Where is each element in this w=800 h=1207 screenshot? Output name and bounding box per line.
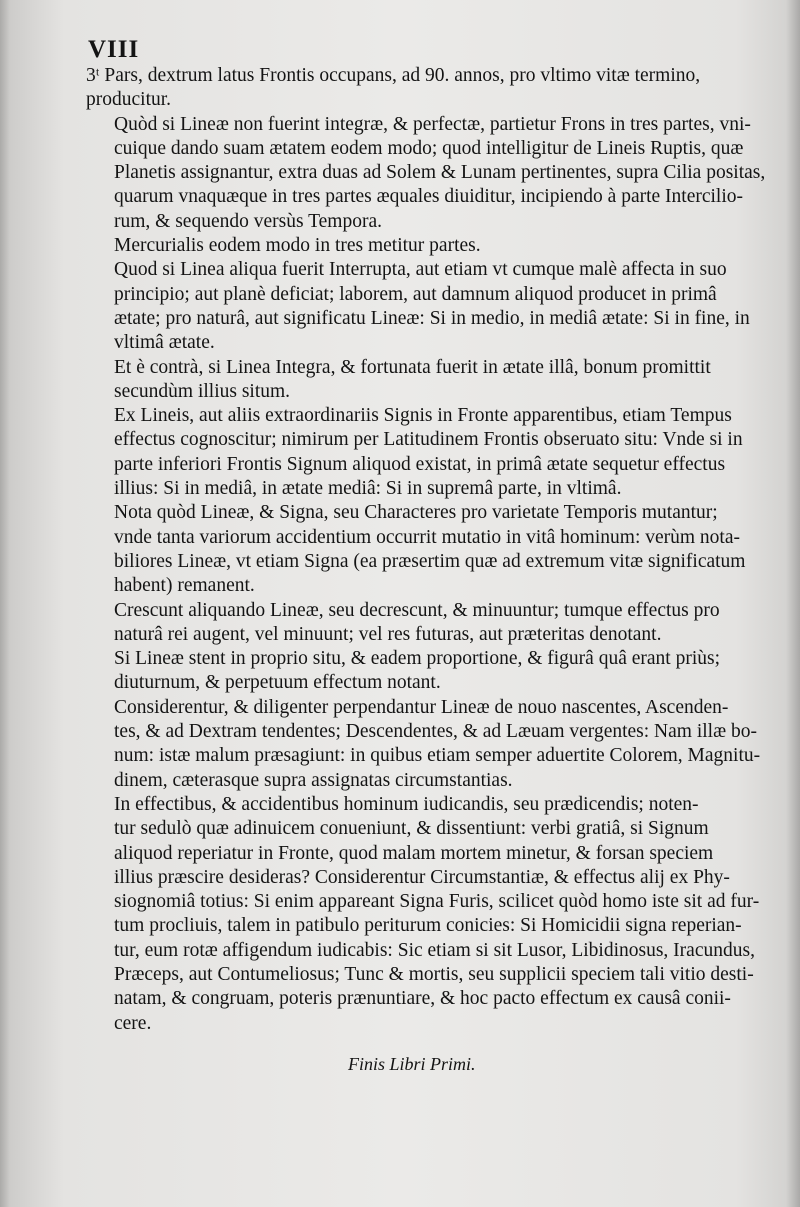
text-line: tur sedulò quæ adinuicem conueniunt, & dissentiunt: verbi gratiâ, si Signum	[114, 818, 709, 840]
page-shadow-right	[786, 0, 800, 1207]
text-line: Nota quòd Lineæ, & Signa, seu Characteres pro varietate Temporis mutantur;	[114, 502, 718, 524]
text-line: Et è contrà, si Linea Integra, & fortunata fuerit in ætate illâ, bonum promittit	[114, 356, 711, 378]
text-line: secundùm illius situm.	[114, 380, 291, 402]
text-line: siognomiâ totius: Si enim appareant Signa Furis, scilicet quòd homo iste sit ad fur-	[114, 891, 760, 913]
paragraph-p9	[86, 647, 756, 696]
text-line: num: istæ malum præsagiunt: in quibus etiam semper aduertite Colorem, Magnitu-	[114, 745, 761, 767]
text-line: illius: Si in mediâ, in ætate mediâ: Si in supremâ parte, in vltimâ.	[114, 478, 622, 500]
text-line: quarum vnaquæque in tres partes æquales diuiditur, incipiendo à parte Intercilio-	[114, 186, 743, 208]
text-line: effectus cognoscitur; nimirum per Latitudinem Frontis obseruato situ: Vnde si in	[114, 429, 743, 451]
paragraph-p8	[86, 599, 756, 648]
text-line: habent) remanent.	[114, 575, 255, 597]
paragraph-p1	[86, 64, 756, 113]
text-line: Quod si Linea aliqua fuerit Interrupta, aut etiam vt cumque malè affecta in suo	[114, 259, 727, 281]
text-line: principio; aut planè deficiat; laborem, aut damnum aliquod producet in primâ	[114, 283, 717, 305]
text-line: vltimâ ætate.	[114, 332, 215, 354]
page-shadow-left	[0, 0, 10, 1207]
text-line: ætate; pro naturâ, aut significatu Lineæ: Si in medio, in mediâ ætate: Si in fine, in	[114, 307, 750, 329]
paragraph-p4	[86, 258, 756, 355]
body-text	[86, 64, 766, 1036]
text-line: cere.	[114, 1012, 152, 1034]
text-line: diuturnum, & perpetuum effectum notant.	[114, 672, 441, 694]
text-line: tur, eum rotæ affigendum iudicabis: Sic etiam si sit Lusor, Libidinosus, Iracundus,	[114, 939, 755, 961]
text-line: vnde tanta variorum accidentium occurrit mutatio in vitâ hominum: verùm nota-	[114, 526, 740, 548]
paragraph-p2	[86, 113, 766, 234]
paragraph-p5	[86, 356, 756, 405]
text-line: Mercurialis eodem modo in tres metitur partes.	[114, 235, 481, 257]
book-end-line: Finis Libri Primi.	[348, 1054, 476, 1074]
text-line: Si Lineæ stent in proprio situ, & eadem proportione, & figurâ quâ erant priùs;	[114, 648, 721, 670]
text-line: Considerentur, & diligenter perpendantur Lineæ de nouo nascentes, Ascenden-	[114, 696, 729, 718]
text-line: Ex Lineis, aut aliis extraordinariis Signis in Fronte apparentibus, etiam Tempus	[114, 405, 732, 427]
text-line: cuique dando suam ætatem eodem modo; quod intelligitur de Lineis Ruptis, quæ	[114, 137, 744, 159]
paragraph-p6	[86, 404, 756, 501]
paragraph-p10	[86, 696, 761, 793]
text-line: 3ᵗ Pars, dextrum latus Frontis occupans, ad 90. annos, pro vltimo vitæ termino,	[86, 65, 701, 86]
text-line: aliquod reperiatur in Fronte, quod malam mortem minetur, & forsan speciem	[114, 842, 714, 864]
text-line: Crescunt aliquando Lineæ, seu decrescunt, & minuuntur; tumque effectus pro	[114, 599, 720, 621]
paragraph-p3	[86, 234, 756, 258]
text-line: dinem, cæterasque supra assignatas circumstantias.	[114, 769, 513, 791]
text-line: Planetis assignantur, extra duas ad Solem & Lunam pertinentes, supra Cilia positas,	[114, 162, 766, 184]
text-line: tes, & ad Dextram tendentes; Descendentes, & ad Læuam vergentes: Nam illæ bo-	[114, 721, 757, 743]
text-line: tum procliuis, talem in patibulo periturum conicies: Si Homicidii signa reperian-	[114, 915, 742, 937]
text-line: naturâ rei augent, vel minuunt; vel res futuras, aut præteritas denotant.	[114, 623, 662, 645]
text-line: rum, & sequendo versùs Tempora.	[114, 210, 382, 232]
text-line: parte inferiori Frontis Signum aliquod existat, in primâ ætate sequetur effectus	[114, 453, 726, 475]
text-line: Quòd si Lineæ non fuerint integræ, & perfectæ, partietur Frons in tres partes, vni-	[114, 113, 751, 135]
page-number: VIII	[88, 36, 140, 63]
text-line: In effectibus, & accidentibus hominum iudicandis, seu prædicendis; noten-	[114, 793, 699, 815]
text-line: Præceps, aut Contumeliosus; Tunc & mortis, seu supplicii speciem tali vitio desti-	[114, 963, 754, 985]
paragraph-p7	[86, 501, 756, 598]
paragraph-p11	[86, 793, 760, 1036]
text-line: biliores Lineæ, vt etiam Signa (ea præsertim quæ ad extremum vitæ significatum	[114, 550, 746, 572]
text-line: natam, & congruam, poteris prænuntiare, & hoc pacto effectum ex causâ conii-	[114, 988, 731, 1010]
text-line: producitur.	[86, 89, 172, 111]
text-line: illius præscire desideras? Considerentur Circumstantiæ, & effectus alij ex Phy-	[114, 866, 730, 888]
